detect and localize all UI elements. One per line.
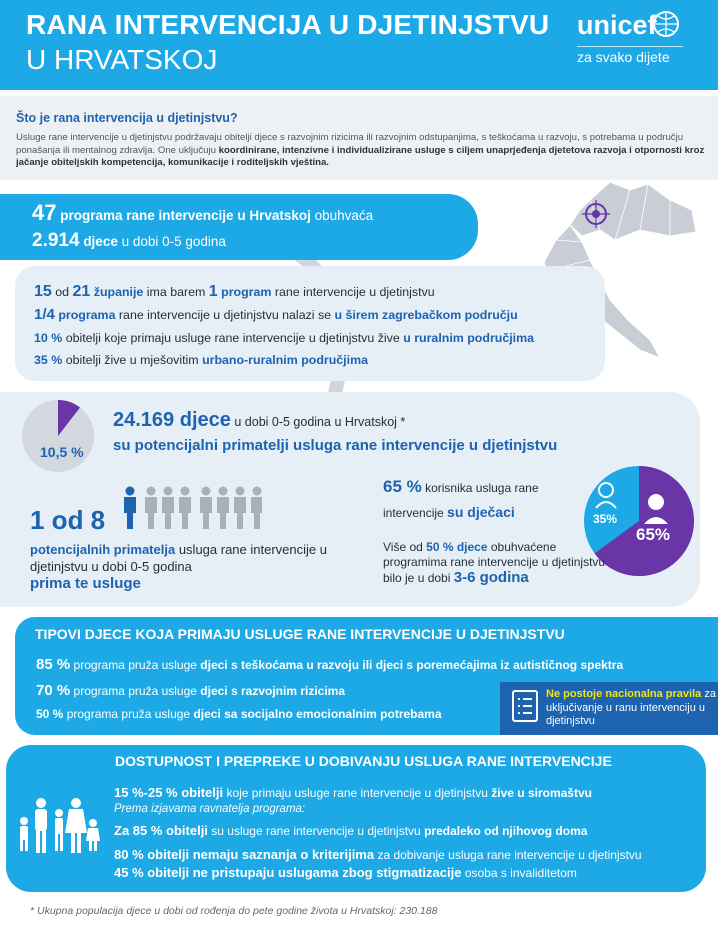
age-text [383,540,613,586]
stat-text: rane intervencije u djetinjstvu nalazi se [118,308,332,322]
counties-row-2 [34,306,518,323]
potential-count: 24.169 djece [113,409,231,431]
access-title: DOSTUPNOST I PREPREKE U DOBIVANJU USLUGA RANE INTERVENCIJE [115,753,612,769]
types-title: TIPOVI DJECE KOJA PRIMAJU USLUGE RANE INTERVENCIJE U DJETINJSTVU [35,626,565,642]
programs-count-line [32,200,373,226]
stat-value: 85 % [36,656,71,673]
access-row-4 [114,847,642,862]
stat-text: su usluge rane intervencije u djetinjstvu [211,824,421,838]
programs-count: 47 [32,200,57,225]
stat-value: 15 %-25 % obitelji [114,785,224,800]
stat-value: Za 85 % obitelji [114,823,208,838]
stat-text: prima te usluge [30,575,141,592]
stat-text: za uključivanje u ranu intervenciju u djetinjstvu [546,688,716,727]
stat-value: 35 % [34,353,63,367]
children-label: djece [83,234,118,249]
stat-text: obitelji žive u mješovitim [65,353,199,367]
children-age: u dobi 0-5 godina [121,234,226,249]
programs-label: programa rane intervencije u Hrvatskoj [60,208,311,223]
stat-text: korisnika usluga rane intervencije [383,481,539,520]
stat-text: su dječaci [447,504,515,520]
intro-text [16,132,706,170]
person-icon-highlighted [124,487,136,530]
stat-text: 50 % djece [426,540,488,554]
stat-text: županije [93,285,144,299]
stat-text: djeci sa socijalno emocionalnim potrebama [193,707,442,721]
one-of-eight-text [30,541,330,592]
boys-percent: 65 % [383,477,422,496]
stat-text: predaleko od njihovog doma [424,824,588,838]
intro-question: Što je rana intervencija u djetinjstvu? [16,111,238,125]
logo-divider [577,46,683,47]
footnote: * Ukupna populacija djece u dobi od rođenja do pete godine života u Hrvatskoj: 230.188 [30,905,438,917]
stat-text: programa pruža usluge [66,707,191,721]
stat-text: programa pruža usluge [73,658,197,672]
boys-text [383,475,583,525]
stat-text: programa [58,308,116,322]
person-icon [200,487,212,530]
checklist-icon [511,689,539,723]
unicef-logo: unicef [577,10,657,40]
intro-text-a: Usluge rane intervencije u djetinjstvu podržavaju obitelji djece s razvojnim rizicima ili razvojnim odstupanjima, s teškoćama u razvoju, s potrebama u području ponašanja ili mentalnog zdravlja. One uključuju [16,132,684,156]
stat-text: djeci s razvojnim rizicima [200,684,346,698]
stat-value: 50 % [36,707,64,721]
rules-callout-text [546,688,716,729]
stat-text: potencijalnih primatelja [30,542,176,557]
stat-text: ima barem [146,285,206,299]
potential-count-line [113,409,405,432]
stat-text: za dobivanje usluga rane intervencije u djetinjstvu [377,848,642,862]
stat-text: obuhvaćene programima rane intervencije u djetinjstvu bilo je u dobi [383,540,606,585]
counties-row-4 [34,353,368,367]
access-row-3 [114,823,587,838]
person-icon [217,487,229,530]
potential-subtitle: su potencijalni primatelji usluga rane intervencije u djetinjstvu [113,437,558,454]
stat-text: Ne postoje nacionalna pravila [546,688,702,700]
stat-text: obitelji koje primaju usluge rane intervencije u djetinjstvu žive [65,331,400,345]
counties-row-3 [34,331,534,345]
children-count-line [32,230,226,252]
potential-pie-chart [22,400,94,472]
potential-text: u dobi 0-5 godina u Hrvatskoj * [234,415,406,429]
page-title: RANA INTERVENCIJA U DJETINJSTVU [26,9,550,40]
access-row-1 [114,785,592,800]
people-icons [122,486,262,530]
tagline: za svako dijete [577,49,670,65]
stat-value: 10 % [34,331,63,345]
stat-text: programa pruža usluge [73,684,197,698]
stat-text: program [221,285,272,299]
stat-text: djeci s teškoćama u razvoju ili djeci s poremećajima iz autističnog spektra [200,658,624,672]
stat-text: urbano-ruralnim područjima [202,353,368,367]
one-of-eight-headline: 1 od 8 [30,505,106,535]
stat-text: od [55,285,70,299]
girls-percent-label: 35% [593,512,618,526]
access-row-5 [114,865,577,880]
boys-percent-label: 65% [636,525,671,544]
types-row-3 [36,707,442,721]
unicef-globe-icon [652,10,680,38]
stat-text: rane intervencije u djetinjstvu [274,285,435,299]
stat-text: koje primaju usluge rane intervencije u djetinjstvu [226,786,488,800]
person-icon [145,487,157,530]
stat-text: osoba s invaliditetom [464,866,577,880]
stat-text: Više od [383,540,423,554]
stat-value: 70 % [36,682,71,699]
pie-label: 10,5 % [40,444,84,460]
page-title-line2: U HRVATSKOJ [26,44,218,75]
types-row-2 [36,682,345,699]
intro-text-b: koordinirane, intenzivne i individualizirane usluge s ciljem unaprjeđenja djetetova razvoja i otpornosti kroz jačanje obiteljskih kompetencija, komunikacije i roditeljskih vještina. [16,144,705,168]
stat-text: u širem zagrebačkom području [334,308,518,322]
stat-text: usluga rane intervencije u djetinjstvu u dobi 0-5 godina [30,542,327,574]
stat-value: 45 % obitelji ne pristupaju uslugama zbog stigmatizacije [114,865,462,880]
stat-value: 1 [208,283,218,300]
person-icon [179,487,191,530]
types-row-1 [36,656,623,673]
access-row-2: Prema izjavama ravnatelja programa: [114,803,306,815]
stat-value: 15 [34,283,52,300]
programs-verb: obuhvaća [314,208,374,223]
stat-text: žive u siromaštvu [491,786,592,800]
person-icon [251,487,262,530]
stat-value: 1/4 [34,306,55,323]
family-icon [14,795,100,855]
person-icon [234,487,246,530]
stat-value: 21 [72,283,91,300]
stat-text: u ruralnim područjima [403,331,535,345]
person-icon [162,487,174,530]
counties-row-1 [34,283,435,301]
children-count: 2.914 [32,230,80,251]
stat-value: 80 % obitelji nemaju saznanja o kriterijima [114,847,375,862]
stat-text: 3-6 godina [453,569,529,586]
